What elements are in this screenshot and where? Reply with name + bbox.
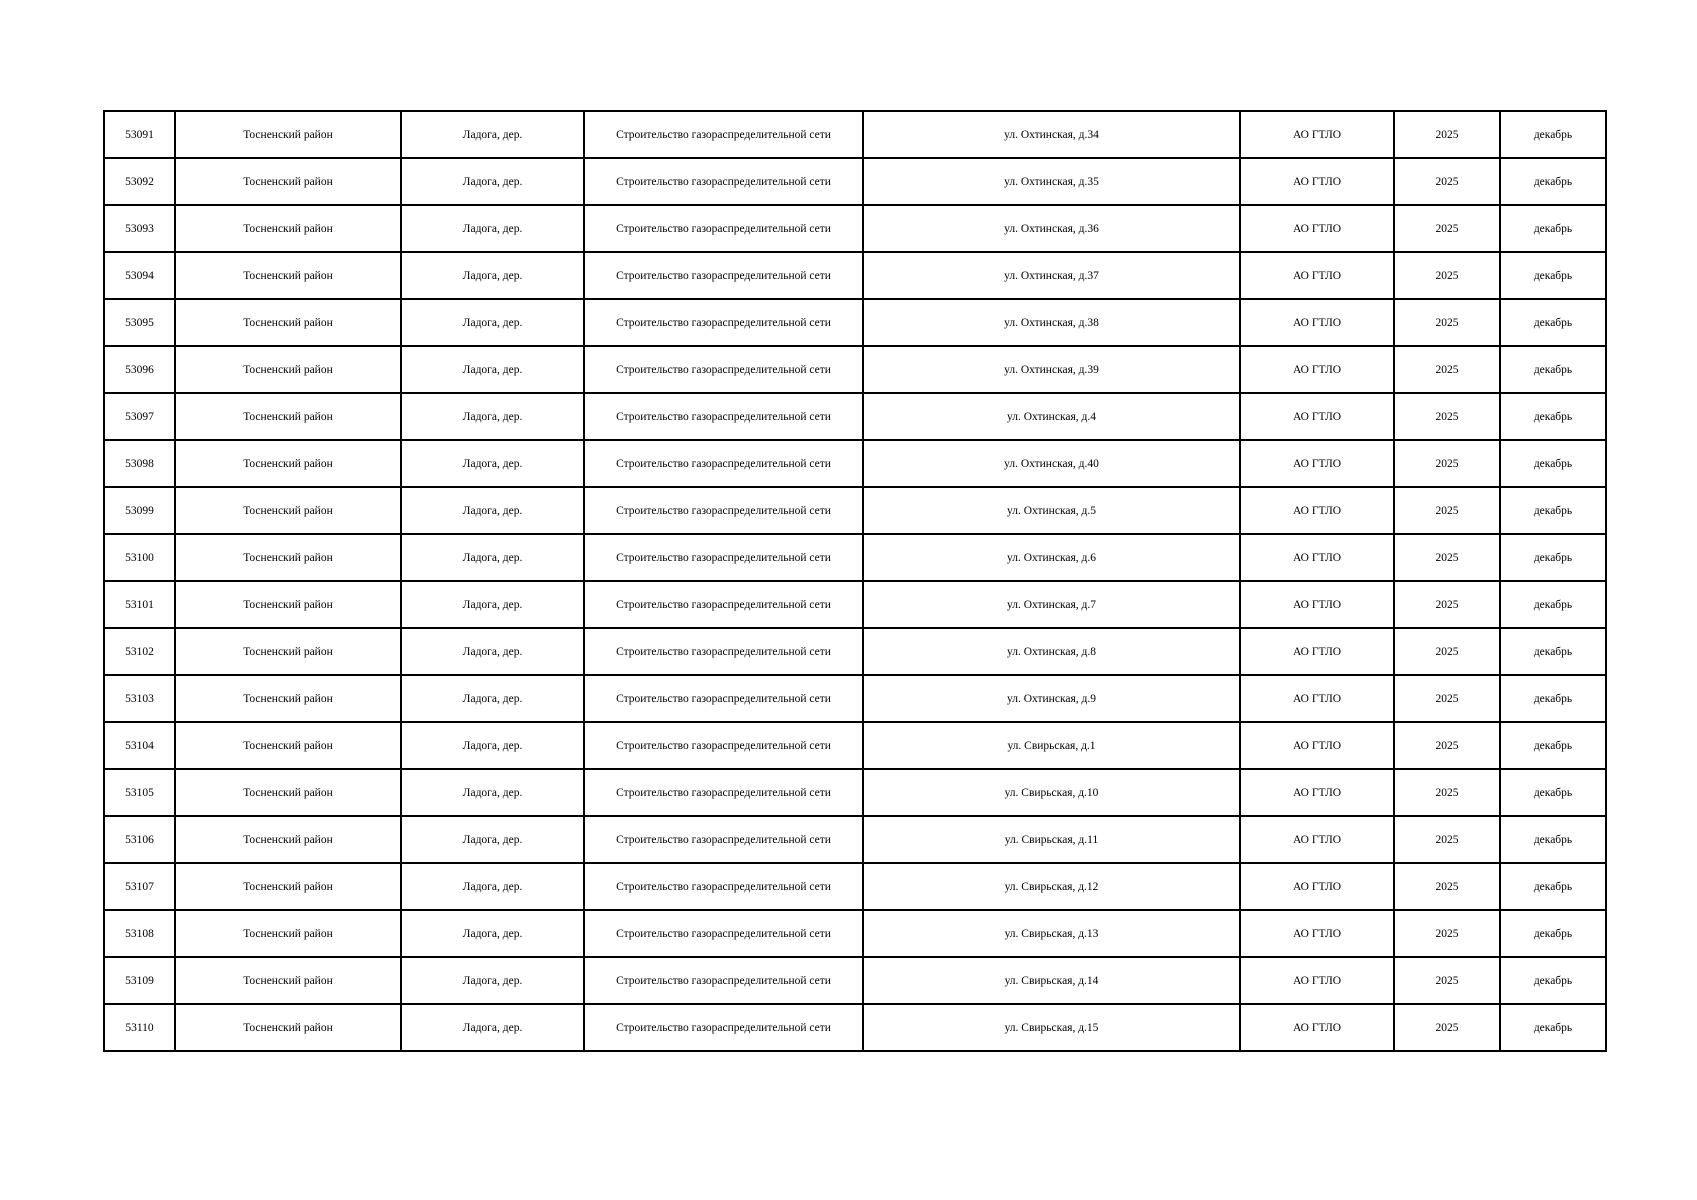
district-cell: Тосненский район [175, 769, 401, 816]
row-number-cell: 53091 [104, 111, 175, 158]
month-cell: декабрь [1500, 863, 1606, 910]
settlement-cell: Ладога, дер. [401, 863, 584, 910]
address-cell: ул. Свирьская, д.12 [863, 863, 1240, 910]
year-cell: 2025 [1394, 393, 1500, 440]
year-cell: 2025 [1394, 1004, 1500, 1051]
row-number-cell: 53100 [104, 534, 175, 581]
row-number-cell: 53107 [104, 863, 175, 910]
settlement-cell: Ладога, дер. [401, 628, 584, 675]
table-row [104, 910, 1606, 957]
month-cell: декабрь [1500, 393, 1606, 440]
gas-network-schedule-table [103, 110, 1607, 1052]
settlement-cell: Ладога, дер. [401, 1004, 584, 1051]
work-type-cell: Строительство газораспределительной сети [584, 769, 863, 816]
address-cell: ул. Охтинская, д.7 [863, 581, 1240, 628]
month-cell: декабрь [1500, 440, 1606, 487]
table-row [104, 1004, 1606, 1051]
work-type-cell: Строительство газораспределительной сети [584, 393, 863, 440]
address-cell: ул. Охтинская, д.5 [863, 487, 1240, 534]
year-cell: 2025 [1394, 346, 1500, 393]
address-cell: ул. Свирьская, д.14 [863, 957, 1240, 1004]
address-cell: ул. Свирьская, д.10 [863, 769, 1240, 816]
settlement-cell: Ладога, дер. [401, 769, 584, 816]
settlement-cell: Ладога, дер. [401, 816, 584, 863]
year-cell: 2025 [1394, 957, 1500, 1004]
organization-cell: АО ГТЛО [1240, 440, 1394, 487]
district-cell: Тосненский район [175, 393, 401, 440]
address-cell: ул. Охтинская, д.8 [863, 628, 1240, 675]
year-cell: 2025 [1394, 675, 1500, 722]
year-cell: 2025 [1394, 252, 1500, 299]
settlement-cell: Ладога, дер. [401, 957, 584, 1004]
row-number-cell: 53109 [104, 957, 175, 1004]
organization-cell: АО ГТЛО [1240, 816, 1394, 863]
district-cell: Тосненский район [175, 863, 401, 910]
organization-cell: АО ГТЛО [1240, 628, 1394, 675]
settlement-cell: Ладога, дер. [401, 111, 584, 158]
month-cell: декабрь [1500, 722, 1606, 769]
address-cell: ул. Охтинская, д.37 [863, 252, 1240, 299]
settlement-cell: Ладога, дер. [401, 534, 584, 581]
address-cell: ул. Охтинская, д.35 [863, 158, 1240, 205]
work-type-cell: Строительство газораспределительной сети [584, 628, 863, 675]
district-cell: Тосненский район [175, 628, 401, 675]
month-cell: декабрь [1500, 957, 1606, 1004]
year-cell: 2025 [1394, 111, 1500, 158]
table-row [104, 816, 1606, 863]
row-number-cell: 53092 [104, 158, 175, 205]
year-cell: 2025 [1394, 581, 1500, 628]
district-cell: Тосненский район [175, 252, 401, 299]
year-cell: 2025 [1394, 299, 1500, 346]
work-type-cell: Строительство газораспределительной сети [584, 440, 863, 487]
month-cell: декабрь [1500, 769, 1606, 816]
work-type-cell: Строительство газораспределительной сети [584, 487, 863, 534]
work-type-cell: Строительство газораспределительной сети [584, 534, 863, 581]
address-cell: ул. Охтинская, д.9 [863, 675, 1240, 722]
work-type-cell: Строительство газораспределительной сети [584, 346, 863, 393]
organization-cell: АО ГТЛО [1240, 111, 1394, 158]
district-cell: Тосненский район [175, 440, 401, 487]
work-type-cell: Строительство газораспределительной сети [584, 957, 863, 1004]
district-cell: Тосненский район [175, 675, 401, 722]
organization-cell: АО ГТЛО [1240, 910, 1394, 957]
row-number-cell: 53099 [104, 487, 175, 534]
address-cell: ул. Свирьская, д.1 [863, 722, 1240, 769]
address-cell: ул. Охтинская, д.34 [863, 111, 1240, 158]
address-cell: ул. Охтинская, д.36 [863, 205, 1240, 252]
work-type-cell: Строительство газораспределительной сети [584, 158, 863, 205]
organization-cell: АО ГТЛО [1240, 863, 1394, 910]
work-type-cell: Строительство газораспределительной сети [584, 816, 863, 863]
organization-cell: АО ГТЛО [1240, 675, 1394, 722]
year-cell: 2025 [1394, 487, 1500, 534]
work-type-cell: Строительство газораспределительной сети [584, 205, 863, 252]
table-row [104, 111, 1606, 158]
year-cell: 2025 [1394, 816, 1500, 863]
work-type-cell: Строительство газораспределительной сети [584, 722, 863, 769]
year-cell: 2025 [1394, 628, 1500, 675]
row-number-cell: 53105 [104, 769, 175, 816]
work-type-cell: Строительство газораспределительной сети [584, 111, 863, 158]
year-cell: 2025 [1394, 863, 1500, 910]
table-row [104, 393, 1606, 440]
table-row [104, 440, 1606, 487]
row-number-cell: 53095 [104, 299, 175, 346]
row-number-cell: 53110 [104, 1004, 175, 1051]
table-row [104, 299, 1606, 346]
settlement-cell: Ладога, дер. [401, 910, 584, 957]
address-cell: ул. Свирьская, д.11 [863, 816, 1240, 863]
month-cell: декабрь [1500, 252, 1606, 299]
settlement-cell: Ладога, дер. [401, 675, 584, 722]
settlement-cell: Ладога, дер. [401, 252, 584, 299]
row-number-cell: 53102 [104, 628, 175, 675]
settlement-cell: Ладога, дер. [401, 722, 584, 769]
row-number-cell: 53104 [104, 722, 175, 769]
organization-cell: АО ГТЛО [1240, 158, 1394, 205]
address-cell: ул. Охтинская, д.39 [863, 346, 1240, 393]
district-cell: Тосненский район [175, 957, 401, 1004]
table-row [104, 252, 1606, 299]
organization-cell: АО ГТЛО [1240, 205, 1394, 252]
month-cell: декабрь [1500, 346, 1606, 393]
work-type-cell: Строительство газораспределительной сети [584, 252, 863, 299]
district-cell: Тосненский район [175, 299, 401, 346]
settlement-cell: Ладога, дер. [401, 487, 584, 534]
district-cell: Тосненский район [175, 534, 401, 581]
year-cell: 2025 [1394, 158, 1500, 205]
row-number-cell: 53098 [104, 440, 175, 487]
month-cell: декабрь [1500, 581, 1606, 628]
district-cell: Тосненский район [175, 158, 401, 205]
district-cell: Тосненский район [175, 1004, 401, 1051]
district-cell: Тосненский район [175, 346, 401, 393]
month-cell: декабрь [1500, 816, 1606, 863]
settlement-cell: Ладога, дер. [401, 346, 584, 393]
work-type-cell: Строительство газораспределительной сети [584, 1004, 863, 1051]
organization-cell: АО ГТЛО [1240, 299, 1394, 346]
address-cell: ул. Свирьская, д.15 [863, 1004, 1240, 1051]
work-type-cell: Строительство газораспределительной сети [584, 675, 863, 722]
table-row [104, 675, 1606, 722]
year-cell: 2025 [1394, 534, 1500, 581]
row-number-cell: 53093 [104, 205, 175, 252]
month-cell: декабрь [1500, 487, 1606, 534]
organization-cell: АО ГТЛО [1240, 487, 1394, 534]
table-row [104, 534, 1606, 581]
district-cell: Тосненский район [175, 581, 401, 628]
row-number-cell: 53097 [104, 393, 175, 440]
settlement-cell: Ладога, дер. [401, 393, 584, 440]
work-type-cell: Строительство газораспределительной сети [584, 299, 863, 346]
row-number-cell: 53103 [104, 675, 175, 722]
table-row [104, 957, 1606, 1004]
district-cell: Тосненский район [175, 722, 401, 769]
organization-cell: АО ГТЛО [1240, 957, 1394, 1004]
district-cell: Тосненский район [175, 816, 401, 863]
year-cell: 2025 [1394, 910, 1500, 957]
month-cell: декабрь [1500, 111, 1606, 158]
settlement-cell: Ладога, дер. [401, 581, 584, 628]
settlement-cell: Ладога, дер. [401, 205, 584, 252]
address-cell: ул. Свирьская, д.13 [863, 910, 1240, 957]
work-type-cell: Строительство газораспределительной сети [584, 910, 863, 957]
month-cell: декабрь [1500, 158, 1606, 205]
address-cell: ул. Охтинская, д.38 [863, 299, 1240, 346]
settlement-cell: Ладога, дер. [401, 158, 584, 205]
year-cell: 2025 [1394, 205, 1500, 252]
row-number-cell: 53106 [104, 816, 175, 863]
year-cell: 2025 [1394, 722, 1500, 769]
organization-cell: АО ГТЛО [1240, 252, 1394, 299]
address-cell: ул. Охтинская, д.40 [863, 440, 1240, 487]
address-cell: ул. Охтинская, д.6 [863, 534, 1240, 581]
table-row [104, 487, 1606, 534]
table-row [104, 581, 1606, 628]
row-number-cell: 53108 [104, 910, 175, 957]
table-row [104, 628, 1606, 675]
district-cell: Тосненский район [175, 487, 401, 534]
address-cell: ул. Охтинская, д.4 [863, 393, 1240, 440]
month-cell: декабрь [1500, 534, 1606, 581]
table-row [104, 769, 1606, 816]
district-cell: Тосненский район [175, 910, 401, 957]
organization-cell: АО ГТЛО [1240, 393, 1394, 440]
organization-cell: АО ГТЛО [1240, 581, 1394, 628]
district-cell: Тосненский район [175, 111, 401, 158]
month-cell: декабрь [1500, 205, 1606, 252]
month-cell: декабрь [1500, 628, 1606, 675]
row-number-cell: 53096 [104, 346, 175, 393]
organization-cell: АО ГТЛО [1240, 722, 1394, 769]
district-cell: Тосненский район [175, 205, 401, 252]
month-cell: декабрь [1500, 675, 1606, 722]
table-row [104, 158, 1606, 205]
year-cell: 2025 [1394, 440, 1500, 487]
organization-cell: АО ГТЛО [1240, 1004, 1394, 1051]
table-row [104, 346, 1606, 393]
table-row [104, 205, 1606, 252]
settlement-cell: Ладога, дер. [401, 299, 584, 346]
organization-cell: АО ГТЛО [1240, 534, 1394, 581]
month-cell: декабрь [1500, 1004, 1606, 1051]
month-cell: декабрь [1500, 299, 1606, 346]
work-type-cell: Строительство газораспределительной сети [584, 863, 863, 910]
organization-cell: АО ГТЛО [1240, 769, 1394, 816]
settlement-cell: Ладога, дер. [401, 440, 584, 487]
table-row [104, 722, 1606, 769]
year-cell: 2025 [1394, 769, 1500, 816]
table-row [104, 863, 1606, 910]
row-number-cell: 53101 [104, 581, 175, 628]
row-number-cell: 53094 [104, 252, 175, 299]
month-cell: декабрь [1500, 910, 1606, 957]
work-type-cell: Строительство газораспределительной сети [584, 581, 863, 628]
organization-cell: АО ГТЛО [1240, 346, 1394, 393]
table-body [104, 111, 1606, 1051]
